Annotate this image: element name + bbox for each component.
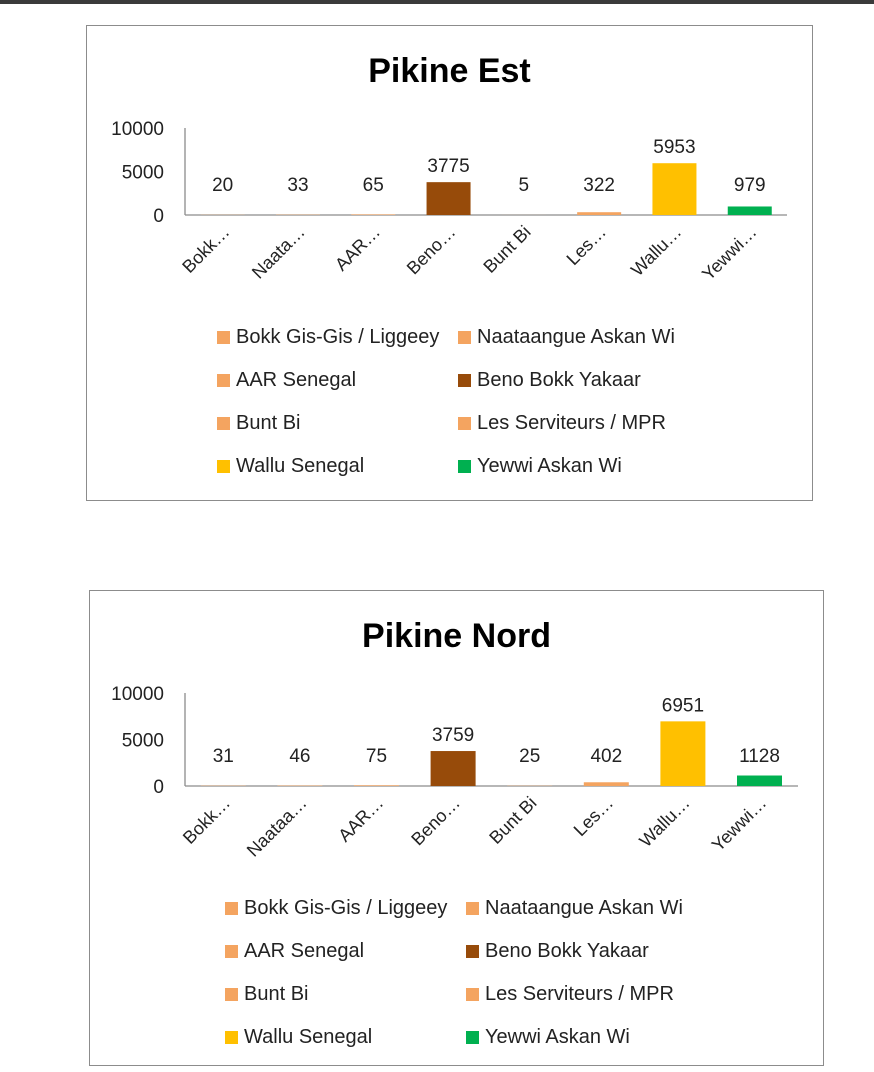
legend-item	[225, 1026, 372, 1049]
legend-label: AAR Senegal	[236, 369, 357, 391]
legend-item	[458, 326, 675, 349]
data-label: 20	[212, 175, 234, 196]
bar	[354, 785, 399, 786]
data-label: 5953	[653, 137, 696, 159]
legend-swatch	[458, 331, 471, 344]
data-label: 1128	[739, 746, 780, 767]
y-tick-label: 0	[153, 206, 164, 227]
x-tick-label: Wallu…	[635, 792, 694, 851]
legend-item	[466, 1026, 630, 1049]
legend-label: Wallu Senegal	[244, 1026, 373, 1048]
x-tick-label: Bunt Bi	[485, 792, 541, 848]
legend-item	[466, 940, 649, 963]
x-tick-label: Bunt Bi	[479, 221, 535, 277]
x-tick-label: Beno…	[402, 221, 460, 279]
chart-title: Pikine Est	[368, 52, 531, 90]
x-tick-label: Les…	[562, 221, 610, 270]
bar	[728, 206, 772, 215]
bar	[577, 212, 621, 215]
bar	[584, 782, 629, 786]
data-label: 33	[287, 175, 309, 196]
legend-swatch	[217, 460, 230, 473]
legend-item	[466, 983, 674, 1006]
data-label: 75	[365, 746, 388, 767]
legend-label: Bokk Gis-Gis / Liggeey	[236, 326, 440, 348]
x-tick-label: Bokk…	[178, 792, 235, 848]
chart-pikine-nord	[89, 590, 824, 1066]
data-label: 322	[583, 175, 616, 196]
data-label: 402	[590, 746, 623, 767]
data-label: 3775	[427, 156, 470, 178]
data-label: 25	[519, 746, 541, 767]
x-tick-label: Naata…	[247, 221, 309, 283]
legend-label: Naataangue Askan Wi	[477, 326, 675, 348]
legend-item	[458, 412, 666, 435]
y-tick-label: 0	[153, 777, 164, 798]
bar-plot	[87, 26, 814, 326]
data-label: 65	[362, 175, 384, 196]
legend-label: Beno Bokk Yakaar	[485, 940, 649, 962]
legend-label: Yewwi Askan Wi	[477, 455, 622, 477]
legend-label: Bunt Bi	[244, 983, 309, 1005]
legend-swatch	[466, 945, 479, 958]
legend-label: Beno Bokk Yakaar	[477, 369, 641, 391]
legend-swatch	[458, 460, 471, 473]
data-label: 3759	[431, 725, 475, 747]
legend-swatch	[217, 417, 230, 430]
legend-swatch	[217, 331, 230, 344]
x-tick-label: Yewwi…	[707, 792, 771, 856]
legend-swatch	[225, 1031, 238, 1044]
legend-swatch	[458, 417, 471, 430]
data-label: 5	[518, 175, 530, 196]
bar	[652, 163, 696, 215]
x-tick-label: Yewwi…	[698, 221, 761, 285]
legend-swatch	[466, 988, 479, 1001]
legend-item	[217, 369, 356, 392]
y-tick-label: 10000	[111, 119, 164, 140]
legend-label: Les Serviteurs / MPR	[485, 983, 674, 1005]
chart-pikine-est	[86, 25, 813, 501]
chart-title: Pikine Nord	[362, 617, 551, 655]
data-label: 46	[289, 746, 311, 767]
x-tick-label: Bokk…	[178, 221, 234, 277]
legend-item	[458, 455, 622, 478]
x-tick-label: Beno…	[407, 792, 464, 850]
legend-item	[466, 897, 683, 920]
legend-swatch	[466, 1031, 479, 1044]
legend-item	[225, 897, 447, 920]
y-tick-label: 5000	[121, 730, 164, 752]
bar	[737, 776, 782, 786]
legend-item	[217, 412, 300, 435]
data-label: 31	[212, 746, 234, 767]
y-tick-label: 5000	[121, 162, 164, 184]
x-tick-label: AAR…	[334, 792, 388, 846]
top-border	[0, 0, 874, 4]
bar	[660, 721, 705, 786]
bar-plot	[90, 591, 825, 891]
data-label: 6951	[661, 695, 705, 717]
legend-label: Wallu Senegal	[236, 455, 365, 477]
x-tick-label: AAR…	[331, 221, 385, 275]
legend-swatch	[225, 902, 238, 915]
legend-swatch	[466, 902, 479, 915]
y-tick-label: 10000	[111, 684, 164, 705]
legend-item	[458, 369, 641, 392]
legend-item	[217, 326, 439, 349]
legend-item	[217, 455, 364, 478]
legend-label: AAR Senegal	[244, 940, 365, 962]
legend-swatch	[225, 945, 238, 958]
legend-label: Bokk Gis-Gis / Liggeey	[244, 897, 448, 919]
legend-item	[225, 940, 364, 963]
bar	[427, 182, 471, 215]
legend-label: Les Serviteurs / MPR	[477, 412, 666, 434]
legend-label: Yewwi Askan Wi	[485, 1026, 630, 1048]
x-tick-label: Les…	[569, 792, 618, 841]
legend-label: Bunt Bi	[236, 412, 301, 434]
bar	[351, 214, 395, 215]
x-tick-label: Wallu…	[627, 221, 686, 280]
legend-swatch	[217, 374, 230, 387]
legend-swatch	[458, 374, 471, 387]
legend-item	[225, 983, 308, 1006]
data-label: 979	[733, 175, 766, 196]
legend-label: Naataangue Askan Wi	[485, 897, 683, 919]
bar	[431, 751, 476, 786]
x-tick-label: Naataa…	[242, 792, 311, 861]
legend-swatch	[225, 988, 238, 1001]
